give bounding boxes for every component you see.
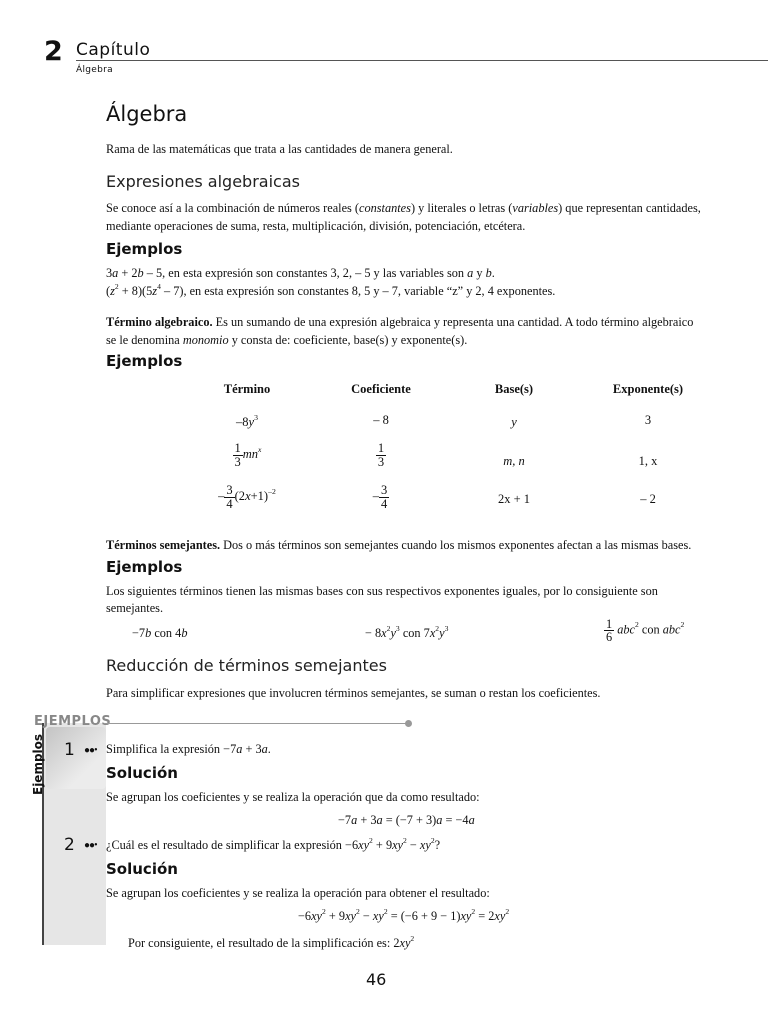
header-rule [76, 60, 768, 61]
ejemplo-line-1: 3a + 2b – 5, en esta expresión son constantes 3, 2, – 5 y las variables son a y b. [106, 266, 495, 280]
example-1-solucion: Solución [106, 764, 178, 782]
ejemplos-heading-2: Ejemplos [106, 352, 183, 370]
chapter-subtitle: Álgebra [76, 65, 113, 75]
examples-vertical-label: Ejemplos [31, 733, 45, 795]
table-row-2-term: $\frac{1}{3}$ $mn^x$ [234, 441, 262, 469]
example-2-prompt: ¿Cuál es el resultado de simplificar la expresión $-6xy^2 + 9xy^2 - xy^2$? [106, 835, 441, 852]
table-row-2-base: m, n [503, 454, 525, 468]
example-1-equation: −7a + 3a = (−7 + 3)a = −4a [338, 813, 475, 827]
table-row-3-base: 2x + 1 [497, 492, 531, 506]
example-2-number: 2 [64, 835, 75, 855]
examples-header-rule [104, 723, 408, 724]
ejemplos-3-line-1: Los siguientes términos tienen las mismas bases con sus respectivos exponentes iguales, por lo consiguiente son [106, 584, 658, 598]
example-2-solucion: Solución [106, 860, 178, 878]
ejemplos-3-line-2: semejantes. [106, 601, 164, 615]
section-title: Álgebra [106, 102, 188, 126]
example-1-explanation: Se agrupan los coeficientes y se realiza la operación que da como resultado: [106, 790, 480, 804]
page-number: 46 [366, 970, 387, 989]
table-row-3-exp: – 2 [640, 492, 656, 506]
table-header-termino: Término [223, 382, 271, 396]
table-row-1-exp: 3 [644, 413, 652, 427]
examples-decoration [46, 727, 106, 789]
example-2-bullet-icon: ●●• [84, 840, 97, 851]
ejemplos-heading-1: Ejemplos [106, 240, 183, 258]
table-row-1-coef: – 8 [373, 413, 389, 427]
table-header-coeficiente: Coeficiente [351, 382, 411, 396]
reduccion-title: Reducción de términos semejantes [106, 656, 387, 675]
chapter-title: Capítulo [76, 40, 151, 60]
ejemplos-heading-3: Ejemplos [106, 558, 183, 576]
semejantes-text: Términos semejantes. Dos o más términos son semejantes cuando los mismos exponentes afectan a las mismas bases. [106, 538, 692, 552]
table-row-2-coef: $\frac{1}{3}$ [377, 441, 385, 469]
table-row-2-exp: 1, x [638, 454, 658, 468]
ejemplo-line-2: $(z^2 + 8)(5z^4 - 7)$, en esta expresión son constantes 8, 5 y – 7, variable “z” y 2, 4 exponentes. [106, 281, 556, 298]
table-row-1-term: $-8y^3$ [236, 412, 258, 429]
expresiones-title: Expresiones algebraicas [106, 172, 300, 191]
table-row-1-base: y [511, 415, 517, 429]
termino-line-2: se le denomina monomio y consta de: coeficiente, base(s) y exponente(s). [106, 333, 468, 347]
semejantes-pair-2: − $8x^2y^3$ con $7x^2y^3$ [365, 623, 449, 640]
reduccion-text: Para simplificar expresiones que involucren términos semejantes, se suman o restan los coeficientes. [106, 686, 601, 700]
examples-label: EJEMPLOS [34, 714, 112, 729]
expresiones-line-1: Se conoce así a la combinación de números reales (constantes) y literales o letras (variables) que representan cantidades, [106, 201, 701, 215]
example-1-prompt: Simplifica la expresión −7a + 3a. [106, 742, 271, 756]
example-2-conclusion: Por consiguiente, el resultado de la simplificación es: $2xy^2$ [128, 933, 415, 950]
semejantes-pair-3: $\frac{1}{6}$ abc$^2$ con abc$^2$ [606, 617, 685, 645]
definition-text: Rama de las matemáticas que trata a las cantidades de manera general. [106, 142, 453, 156]
table-row-3-coef: – $\frac{3}{4}$ [372, 483, 388, 511]
examples-rule-dot [405, 720, 412, 727]
chapter-number: 2 [44, 36, 63, 67]
termino-line-1: Término algebraico. Es un sumando de una expresión algebraica y representa una cantidad. A todo término algebraico [106, 315, 694, 329]
table-header-bases: Base(s) [494, 382, 534, 396]
expresiones-line-2: mediante operaciones de suma, resta, multiplicación, división, potenciación, etcétera. [106, 219, 526, 233]
table-header-exponentes: Exponente(s) [612, 382, 684, 396]
example-2-equation: $-6xy^2 + 9xy^2 - xy^2 = (-6 + 9 - 1)xy^2 = 2xy^2$ [298, 906, 510, 923]
example-2-explanation: Se agrupan los coeficientes y se realiza la operación para obtener el resultado: [106, 886, 490, 900]
example-1-bullet-icon: ●●• [84, 745, 97, 756]
semejantes-pair-1: −7b con 4b [132, 626, 188, 640]
example-1-number: 1 [64, 740, 75, 760]
table-row-3-term: – $\frac{3}{4}$ $(2x+1)^{-2}$ [218, 483, 276, 511]
